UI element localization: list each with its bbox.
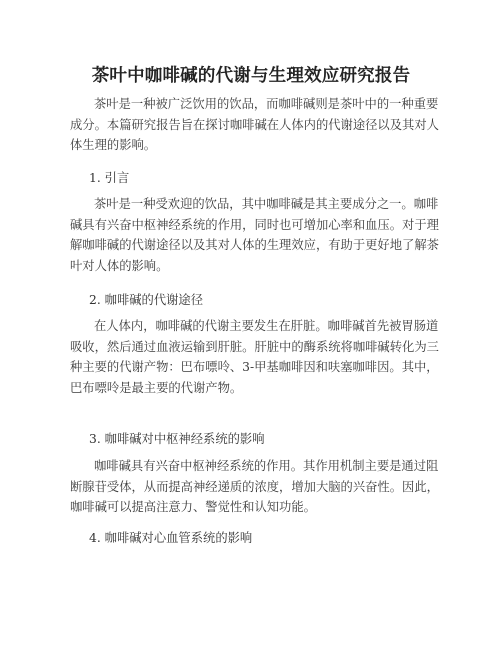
section-body-1: 茶叶是一种受欢迎的饮品，其中咖啡碱是其主要成分之一。咖啡碱具有兴奋中枢神经系统的作用，同时也可增加心率和血压。对于理解咖啡碱的代谢途径以及其对人体的生理效应，有助于更好地了解茶叶对人体的影响。: [70, 197, 439, 273]
section-heading-2: 2. 咖啡碱的代谢途径: [89, 293, 204, 307]
section-heading-4: 4. 咖啡碱对心血管系统的影响: [89, 531, 253, 545]
section-heading-3: 3. 咖啡碱对中枢神经系统的影响: [89, 432, 265, 446]
document-title: 茶叶中咖啡碱的代谢与生理效应研究报告: [91, 66, 411, 86]
section-body-3: 咖啡碱具有兴奋中枢神经系统的作用。其作用机制主要是通过阻断腺苷受体，从而提高神经递质的浓度，增加大脑的兴奋性。因此，咖啡碱可以提高注意力、警觉性和认知功能。: [70, 459, 439, 514]
intro-paragraph: 茶叶是一种被广泛饮用的饮品，而咖啡碱则是茶叶中的一种重要成分。本篇研究报告旨在探讨咖啡碱在人体内的代谢途径以及其对人体生理的影响。: [70, 97, 439, 152]
section-heading-1: 1. 引言: [89, 171, 130, 185]
section-body-2: 在人体内，咖啡碱的代谢主要发生在肝脏。咖啡碱首先被胃肠道吸收，然后通过血液运输到肝脏。肝脏中的酶系统将咖啡碱转化为三种主要的代谢产物：巴布嘌呤、3-甲基咖啡因和呋塞咖啡因。其中，巴布嘌呤是最主要的代谢产物。: [70, 319, 439, 395]
